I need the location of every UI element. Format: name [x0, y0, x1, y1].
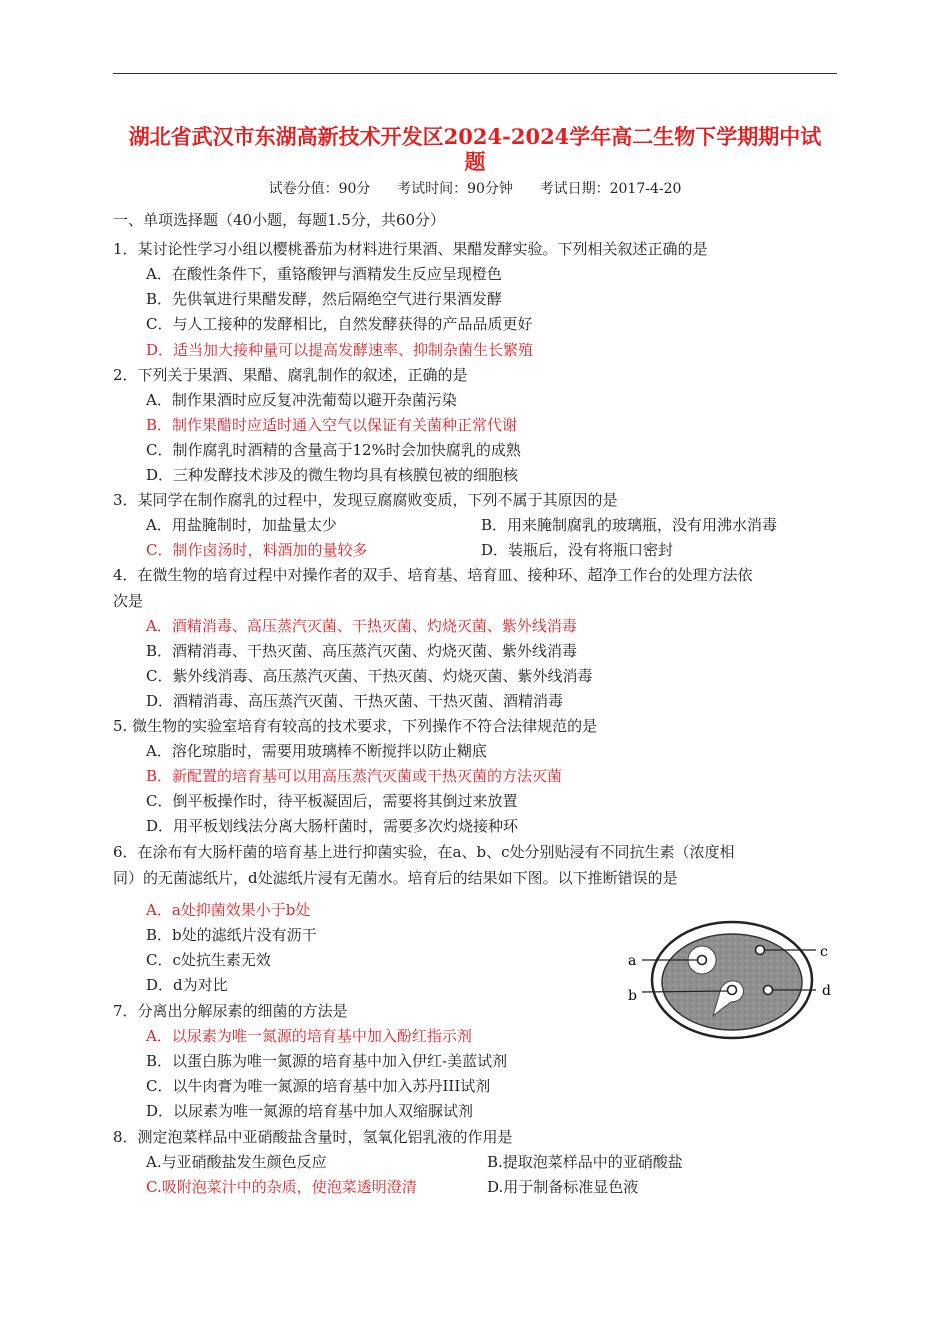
q7-option-d: D．以尿素为唯一氮源的培育基中加人双缩脲试剂: [146, 1102, 474, 1120]
q2-option-d: D．三种发酵技术涉及的微生物均具有核膜包被的细胞核: [146, 466, 519, 484]
q8-option-c-answer: C.吸附泡菜汁中的杂质，使泡菜透明澄清: [146, 1178, 417, 1196]
paper-disc-d: [764, 986, 773, 995]
q6-stem-line-2: 同）的无菌滤纸片，d处滤纸片浸有无菌水。培育后的结果如下图。以下推断错误的是: [113, 869, 678, 887]
label-d: d: [822, 983, 831, 999]
title-line-1: 湖北省武汉市东湖高新技术开发区2024-2024学年高二生物下学期期中试: [128, 124, 822, 149]
q1-option-a: A．在酸性条件下，重铬酸钾与酒精发生反应呈现橙色: [146, 265, 502, 283]
q1-option-b: B．先供氧进行果醋发酵，然后隔绝空气进行果酒发酵: [146, 290, 503, 308]
q8-option-b: B.提取泡菜样品中的亚硝酸盐: [487, 1153, 683, 1171]
q7-option-c: C．以牛肉膏为唯一氮源的培育基中加入苏丹III试剂: [146, 1077, 491, 1095]
q7-option-b: B．以蛋白胨为唯一氮源的培育基中加入伊红-美蓝试剂: [146, 1052, 508, 1070]
page-title: [100, 124, 850, 174]
q1-option-d-answer: D．适当加大接种量可以提高发酵速率、抑制杂菌生长繁殖: [146, 341, 534, 359]
q5-option-b-answer: B．新配置的培育基可以用高压蒸汽灭菌或干热灭菌的方法灭菌: [146, 767, 563, 785]
paper-disc-c: [756, 946, 765, 955]
q3-option-c-answer: C．制作卤汤时，料酒加的量较多: [146, 541, 368, 559]
q7-option-a-answer: A．以尿素为唯一氮源的培育基中加入酚红指示剂: [146, 1027, 472, 1045]
section-heading: 一、单项选择题（40小题，每题1.5分，共60分）: [113, 211, 446, 229]
petri-dish-figure: [620, 912, 842, 1046]
q4-option-b: B．酒精消毒、干热灭菌、高压蒸汽灭菌、灼烧灭菌、紫外线消毒: [146, 642, 578, 660]
q4-stem-line-1: 4．在微生物的培育过程中对操作者的双手、培育基、培育皿、接种环、超净工作台的处理方法依: [113, 566, 753, 584]
q3-option-d: D．装瓶后，没有将瓶口密封: [481, 541, 674, 559]
q1-option-c: C．与人工接种的发酵相比，自然发酵获得的产品品质更好: [146, 315, 533, 333]
exam-info: 试卷分值：90分 考试时间：90分钟 考试日期：2017-4-20: [268, 181, 682, 197]
q6-option-d: D．d为对比: [146, 976, 228, 994]
q8-stem: 8．测定泡菜样品中亚硝酸盐含量时，氢氧化铝乳液的作用是: [113, 1128, 513, 1146]
q2-option-a: A．制作果酒时应反复冲洗葡萄以避开杂菌污染: [146, 391, 457, 409]
title-line-2: 题: [464, 149, 486, 174]
q2-option-b-answer: B．制作果醋时应适时通入空气以保证有关菌种正常代谢: [146, 416, 518, 434]
q6-option-a-answer: A．a处抑菌效果小于b处: [146, 901, 311, 919]
petri-dish-diagram: [620, 912, 842, 1046]
q7-stem: 7．分离出分解尿素的细菌的方法是: [113, 1002, 348, 1020]
q5-stem: 5. 微生物的实验室培育有较高的技术要求，下列操作不符合法律规范的是: [113, 717, 598, 735]
q4-stem-line-2: 次是: [113, 592, 144, 610]
q6-option-c: C．c处抗生素无效: [146, 951, 271, 969]
q3-stem: 3．某同学在制作腐乳的过程中，发现豆腐腐败变质，下列不属于其原因的是: [113, 491, 618, 509]
label-a: a: [628, 953, 637, 969]
q2-stem: 2．下列关于果酒、果醋、腐乳制作的叙述，正确的是: [113, 366, 468, 384]
q8-option-a: A.与亚硝酸盐发生颜色反应: [146, 1153, 327, 1171]
q2-option-c: C．制作腐乳时酒精的含量高于12%时会加快腐乳的成熟: [146, 441, 521, 459]
q5-option-d: D．用平板划线法分离大肠杆菌时，需要多次灼烧接种环: [146, 817, 519, 835]
q4-option-d: D．酒精消毒、高压蒸汽灭菌、干热灭菌、干热灭菌、酒精消毒: [146, 692, 564, 710]
q3-option-b: B．用来腌制腐乳的玻璃瓶，没有用沸水消毒: [481, 516, 778, 534]
label-c: c: [820, 944, 828, 960]
q3-option-a: A．用盐腌制时，加盐量太少: [146, 516, 337, 534]
q1-stem: 1．某讨论性学习小组以樱桃番茄为材料进行果酒、果醋发酵实验。下列相关叙述正确的是: [113, 240, 708, 258]
header-rule: [113, 73, 837, 74]
q4-option-a-answer: A．酒精消毒、高压蒸汽灭菌、干热灭菌、灼烧灭菌、紫外线消毒: [146, 617, 577, 635]
q6-stem-line-1: 6．在涂布有大肠杆菌的培育基上进行抑菌实验，在a、b、c处分别贴浸有不同抗生素（浓度相: [113, 843, 735, 861]
q5-option-a: A．溶化琼脂时，需要用玻璃棒不断搅拌以防止糊底: [146, 742, 487, 760]
q4-option-c: C．紫外线消毒、高压蒸汽灭菌、干热灭菌、灼烧灭菌、紫外线消毒: [146, 667, 593, 685]
q8-option-d: D.用于制备标准显色液: [487, 1178, 639, 1196]
q6-option-b: B．b处的滤纸片没有沥干: [146, 926, 317, 944]
label-b: b: [628, 988, 637, 1004]
q5-option-c: C．倒平板操作时，待平板凝固后，需要将其倒过来放置: [146, 792, 518, 810]
